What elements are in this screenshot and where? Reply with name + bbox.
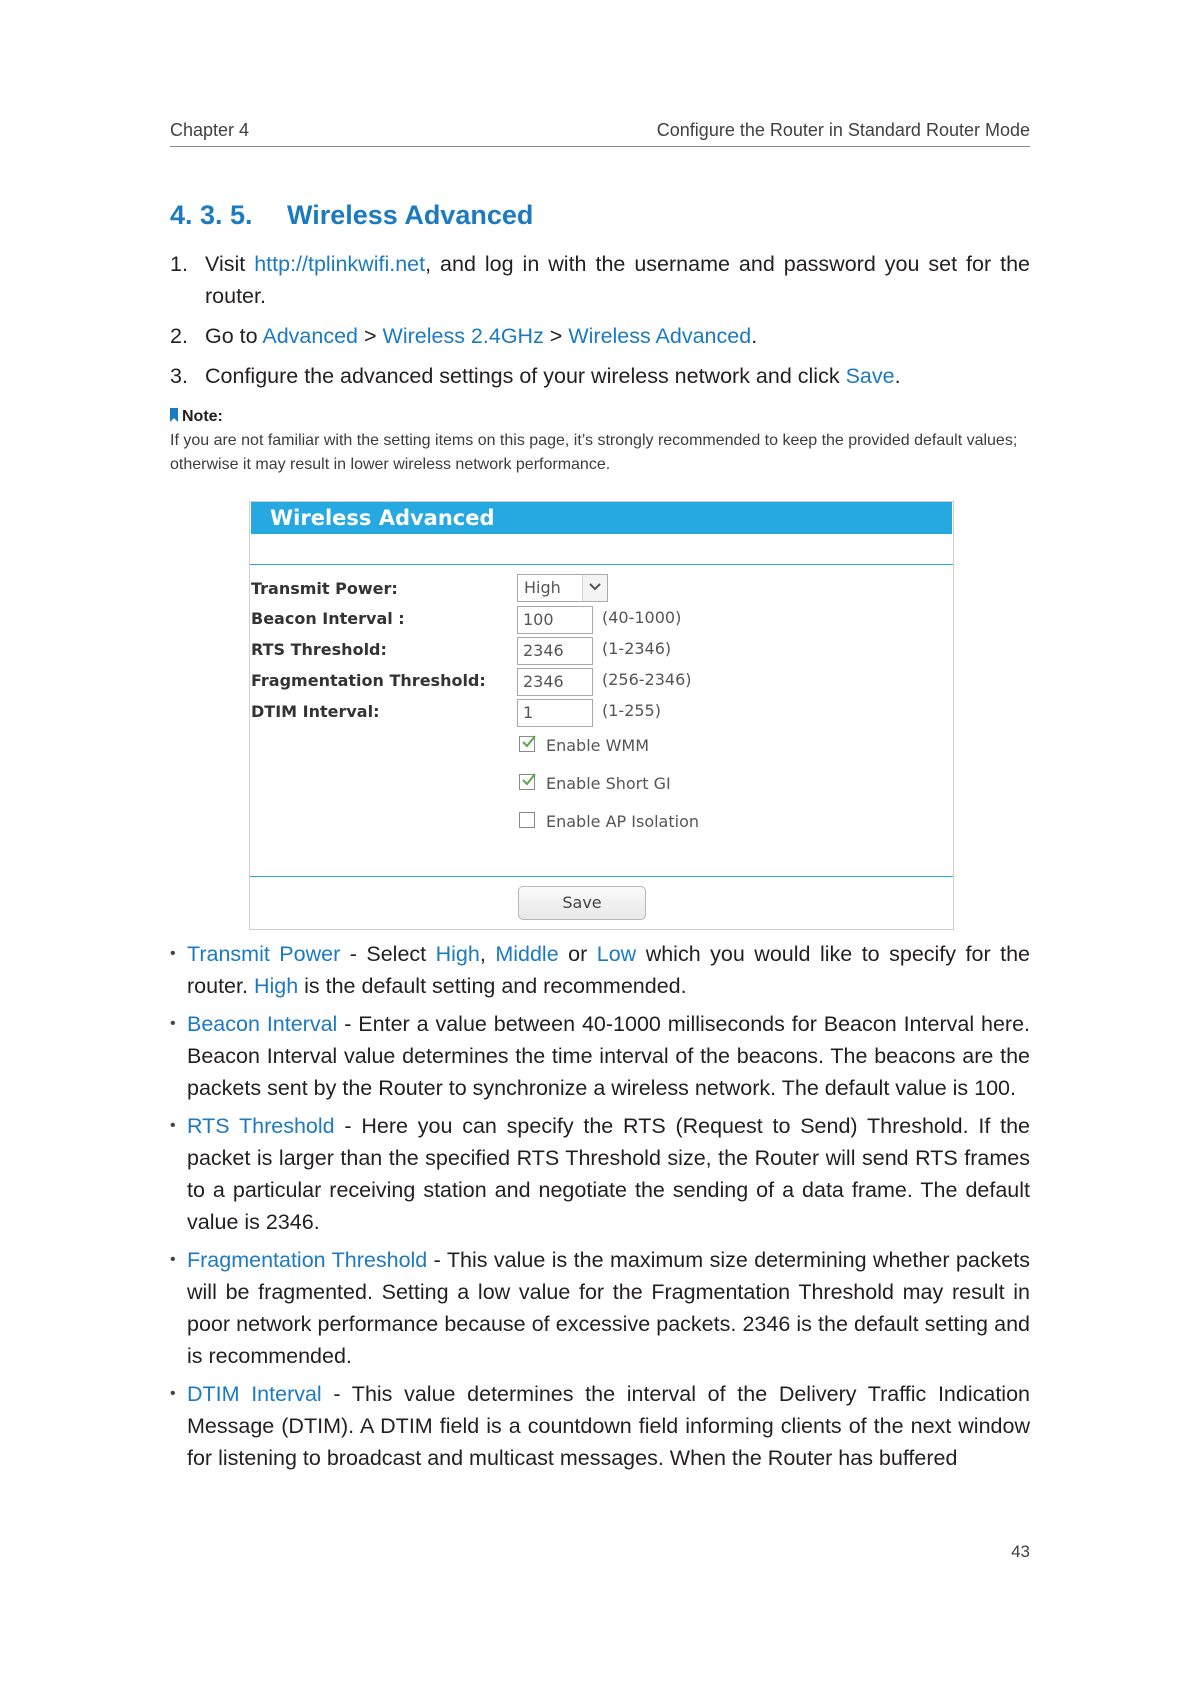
beacon-interval-label: Beacon Interval : <box>251 609 405 628</box>
step-number: 1. <box>170 252 188 276</box>
note-box <box>170 405 1030 477</box>
rts-threshold-label: RTS Threshold: <box>251 640 387 659</box>
rts-threshold-input[interactable]: 2346 <box>517 637 593 665</box>
dtim-interval-input[interactable]: 1 <box>517 699 593 727</box>
panel-title: Wireless Advanced <box>251 502 952 534</box>
step-1 <box>170 248 1030 312</box>
enable-wmm-checkbox[interactable] <box>519 736 535 752</box>
option-low: Low <box>596 942 637 966</box>
bullet-term: Beacon Interval <box>187 1012 338 1036</box>
save-reference: Save <box>845 364 895 388</box>
bullet-text: which you would like to specify for the router. <box>187 942 1030 998</box>
transmit-power-label: Transmit Power: <box>251 579 398 598</box>
page-number: 43 <box>1011 1542 1030 1561</box>
bullet-text: - Enter a value between 40-1000 milliseconds for Beacon Interval here. Beacon Interval value determines the time interval of the beacons. The beacons are the packets sent by the Router to synchronize a wireless network. The default value is 100. <box>187 1012 1030 1100</box>
note-title: Note: <box>182 408 223 425</box>
bullet-term: DTIM Interval <box>187 1382 322 1406</box>
option-high: High <box>253 974 299 998</box>
enable-short-gi-checkbox[interactable] <box>519 774 535 790</box>
beacon-interval-range: (40-1000) <box>602 608 682 627</box>
step-text: Visit <box>205 252 255 276</box>
bullet-dot: • <box>170 1251 176 1268</box>
bullet-term: Fragmentation Threshold <box>187 1248 428 1272</box>
chapter-title: Configure the Router in Standard Router Mode <box>656 120 1030 140</box>
bookmark-icon <box>170 408 178 422</box>
chapter-label: Chapter 4 <box>170 120 250 140</box>
checkmark-icon <box>521 734 537 750</box>
dtim-interval-range: (1-255) <box>602 701 661 720</box>
bullet-text: - Here you can specify the RTS (Request to Send) Threshold. If the packet is larger than the specified RTS Threshold size, the Router will send RTS frames to a particular receiving station and negotiate the sending of a data frame. The default value is 2346. <box>187 1114 1030 1234</box>
fragmentation-threshold-input[interactable]: 2346 <box>517 668 593 696</box>
tplinkwifi-link[interactable]: http://tplinkwifi.net <box>254 252 426 276</box>
bullet-dot: • <box>170 1015 176 1032</box>
chevron-down-icon[interactable] <box>582 575 607 601</box>
menu-path-wireless: Wireless 2.4GHz <box>382 324 544 348</box>
menu-path-advanced: Advanced <box>262 324 359 348</box>
bullet-text: - This value is the maximum size determining whether packets will be fragmented. Setting a low value for the Fragmentation Threshold may result in poor network performance because of excessive packets. 2346 is the default setting and is recommended. <box>187 1248 1030 1368</box>
save-button[interactable]: Save <box>518 886 646 920</box>
step-2 <box>170 320 1030 352</box>
note-text: If you are not familiar with the setting items on this page, it’s strongly recommended to keep the provided default values; otherwise it may result in lower wireless network performance. <box>170 432 1018 473</box>
section-heading <box>170 200 533 231</box>
bullet-beacon-interval <box>170 1008 1030 1104</box>
dtim-interval-label: DTIM Interval: <box>251 702 380 721</box>
note-heading <box>170 405 1030 429</box>
option-middle: Middle <box>495 942 559 966</box>
enable-wmm-label: Enable WMM <box>546 736 650 755</box>
bullet-dtim-interval <box>170 1378 1030 1474</box>
settings-descriptions <box>170 938 1030 1480</box>
enable-ap-isolation-label: Enable AP Isolation <box>546 812 700 831</box>
step-text: Configure the advanced settings of your wireless network and click <box>205 364 846 388</box>
path-separator: > <box>543 324 569 348</box>
bullet-text: , <box>479 942 496 966</box>
enable-short-gi-label: Enable Short GI <box>546 774 671 793</box>
bullet-text: or <box>558 942 597 966</box>
step-3 <box>170 360 1030 392</box>
transmit-power-value: High <box>524 578 561 597</box>
step-number: 2. <box>170 324 188 348</box>
bullet-dot: • <box>170 945 176 962</box>
steps-list <box>170 248 1030 400</box>
step-text: . <box>751 324 758 348</box>
divider <box>250 876 953 877</box>
bullet-text: - This value determines the interval of the Delivery Traffic Indication Message (DTIM). A DTIM field is a countdown field informing clients of the next window for listening to broadcast and multicast messages. When the Router has buffered <box>187 1382 1030 1470</box>
step-text: Go to <box>205 324 263 348</box>
bullet-rts-threshold <box>170 1110 1030 1238</box>
bullet-dot: • <box>170 1385 176 1402</box>
bullet-term: Transmit Power <box>187 942 341 966</box>
wireless-advanced-panel <box>249 501 954 930</box>
page-header <box>170 120 1030 147</box>
beacon-interval-input[interactable]: 100 <box>517 606 593 634</box>
bullet-transmit-power <box>170 938 1030 1002</box>
section-number: 4. 3. 5. <box>170 200 253 230</box>
rts-threshold-range: (1-2346) <box>602 639 672 658</box>
transmit-power-select[interactable] <box>517 574 608 602</box>
fragmentation-threshold-range: (256-2346) <box>602 670 692 689</box>
divider <box>250 564 953 565</box>
bullet-fragmentation-threshold <box>170 1244 1030 1372</box>
bullet-dot: • <box>170 1117 176 1134</box>
bullet-text: - Select <box>340 942 436 966</box>
fragmentation-threshold-label: Fragmentation Threshold: <box>251 671 486 690</box>
step-text: . <box>894 364 901 388</box>
step-text: , and log in with the username and password you set for the router. <box>205 252 1030 308</box>
section-title: Wireless Advanced <box>287 200 534 230</box>
menu-path-wireless-advanced: Wireless Advanced <box>568 324 752 348</box>
checkmark-icon <box>521 772 537 788</box>
step-number: 3. <box>170 364 188 388</box>
bullet-term: RTS Threshold <box>187 1114 335 1138</box>
option-high: High <box>435 942 480 966</box>
bullet-text: is the default setting and recommended. <box>298 974 687 998</box>
path-separator: > <box>358 324 383 348</box>
enable-ap-isolation-checkbox[interactable] <box>519 812 535 828</box>
